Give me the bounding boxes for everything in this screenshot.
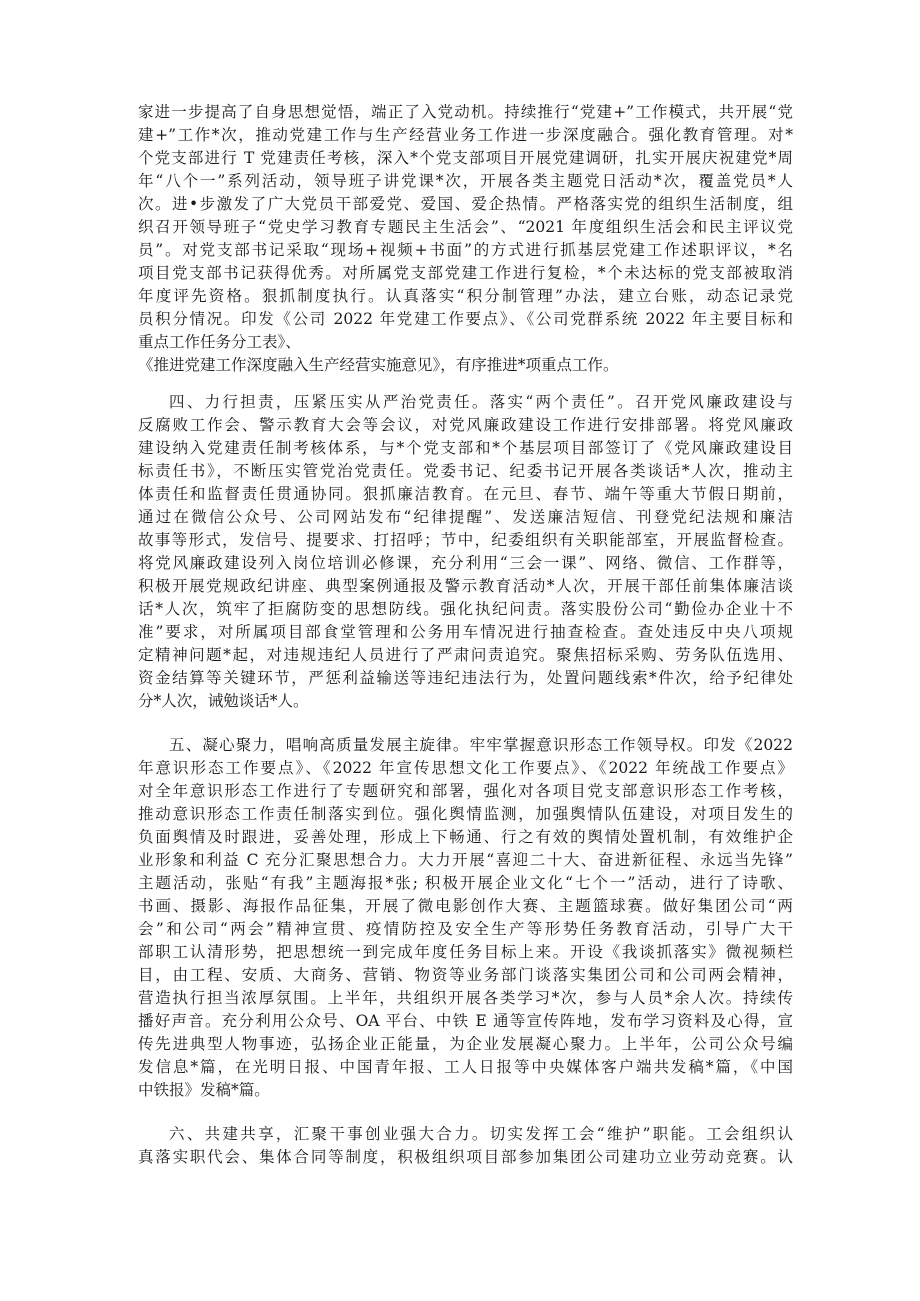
section-heading-line: 四、力行担责，压紧压实从严治党责任。落实“两个责任”。召开党风廉政建设与 xyxy=(169,393,793,411)
text-line: 年意识形态工作要点》、《2022 年宣传思想文化工作要点》、《2022 年统战工作要点》 xyxy=(138,759,793,777)
text-line: 传先进典型人物事迹，弘扬企业正能量，为企业发展凝心聚力。上半年，公司公众号编 xyxy=(138,1035,793,1053)
text-line: 资金结算等关键环节，严惩利益输送等违纪违法行为，处置问题线索*件次，给予纪律处 xyxy=(138,669,793,687)
text-line: 会”和公司“两会”精神宣贯、疫情防控及安全生产等形势任务教育活动，引导广大干 xyxy=(138,920,793,938)
text-line: 业形象和利益 C 充分汇聚思想合力。大力开展“喜迎二十大、奋进新征程、永远当先锋” xyxy=(138,851,793,869)
text-line: 反腐败工作会、警示教育大会等会议，对党风廉政建设工作进行安排部署。将党风廉政 xyxy=(138,416,793,434)
text-line: 营造执行担当浓厚氛围。上半年，共组织开展各类学习*次，参与人员*余人次。持续传 xyxy=(138,989,793,1007)
text-line: 部职工认清形势，把思想统一到完成年度任务目标上来。开设《我谈抓落实》微视频栏 xyxy=(138,943,793,961)
text-line: 织召开领导班子“党史学习教育专题民主生活会”、“2021 年度组织生活会和民主评议党 xyxy=(138,218,793,236)
text-line: 项目党支部书记获得优秀。对所属党支部党建工作进行复检，*个未达标的党支部被取消 xyxy=(138,264,793,282)
paragraph-section-5 xyxy=(138,734,793,1102)
text-line: 准”要求，对所属项目部食堂管理和公务用车情况进行抽查检查。查处违反中央八项规 xyxy=(138,623,793,641)
text-line: 重点工作任务分工表》、 xyxy=(138,333,301,351)
text-line: 体责任和监督责任贯通协同。狠抓廉洁教育。在元旦、春节、端午等重大节假日期前， xyxy=(138,485,793,503)
text-line: 主题活动，张贴“有我”主题海报*张; 积极开展企业文化“七个一”活动，进行了诗歌、 xyxy=(138,874,793,892)
text-line: 分*人次，诫勉谈话*人。 xyxy=(138,692,309,710)
text-line: 通过在微信公众号、公司网站发布“纪律提醒”、发送廉洁短信、刊登党纪法规和廉洁 xyxy=(138,508,793,526)
text-line: 将党风廉政建设列入岗位培训必修课，充分利用“三会一课”、网络、微信、工作群等， xyxy=(138,554,793,572)
text-line: 真落实职代会、集体合同等制度，积极组织项目部参加集团公司建功立业劳动竞赛。认 xyxy=(138,1148,793,1166)
text-line: 推动意识形态工作责任制落实到位。强化舆情监测，加强舆情队伍建设，对项目发生的 xyxy=(138,805,793,823)
section-heading-line: 五、凝心聚力，唱响高质量发展主旋律。牢牢掌握意识形态工作领导权。印发《2022 xyxy=(169,736,793,754)
text-line: 播好声音。充分利用公众号、OA 平台、中铁 E 通等宣传阵地，发布学习资料及心得，宣 xyxy=(138,1012,793,1030)
paragraph-party-building xyxy=(138,101,793,377)
text-line: 话*人次，筑牢了拒腐防变的思想防线。强化执纪问责。落实股份公司“勤俭办企业十不 xyxy=(138,600,793,618)
text-line: 员”。对党支部书记采取“现场+视频+书面”的方式进行抓基层党建工作述职评议，*名 xyxy=(138,241,793,259)
text-line: 发信息*篇，在光明日报、中国青年报、工人日报等中央媒体客户端共发稿*篇，《中国 xyxy=(138,1058,793,1076)
text-line: 定精神问题*起，对违规违纪人员进行了严肃问责追究。聚焦招标采购、劳务队伍选用、 xyxy=(138,646,793,664)
text-line: 积极开展党规政纪讲座、典型案例通报及警示教育活动*人次，开展干部任前集体廉洁谈 xyxy=(138,577,793,595)
text-line: 员积分情况。印发《公司 2022 年党建工作要点》、《公司党群系统 2022 年主要目标和 xyxy=(138,310,793,328)
text-line: 次。进•步激发了广大党员干部爱党、爱国、爱企热情。严格落实党的组织生活制度，组 xyxy=(138,195,793,213)
text-line: 目，由工程、安质、大商务、营销、物资等业务部门谈落实集团公司和公司两会精神， xyxy=(138,966,793,984)
text-line: 书画、摄影、海报作品征集，开展了微电影创作大赛、主题篮球赛。做好集团公司“两 xyxy=(138,897,793,915)
text-line: 建+”工作*次，推动党建工作与生产经营业务工作进一步深度融合。强化教育管理。对* xyxy=(138,126,793,144)
text-line: 个党支部进行 T 党建责任考核，深入*个党支部项目开展党建调研，扎实开展庆祝建党*周 xyxy=(138,149,793,167)
section-heading-line: 六、共建共享，汇聚干事创业强大合力。切实发挥工会“维护”职能。工会组织认 xyxy=(169,1125,793,1143)
text-line: 负面舆情及时跟进，妥善处理，形成上下畅通、行之有效的舆情处置机制，有效维护企 xyxy=(138,828,793,846)
text-line: 建设纳入党建责任制考核体系，与*个党支部和*个基层项目部签订了《党风廉政建设目 xyxy=(138,439,793,457)
text-line: 标责任书》，不断压实管党治党责任。党委书记、纪委书记开展各类谈话*人次，推动主 xyxy=(138,462,793,480)
text-line: 中铁报》发稿*篇。 xyxy=(138,1081,270,1099)
text-line: 故事等形式，发信号、提要求、打招呼；节中，纪委组织有关职能部室，开展监督检查。 xyxy=(138,531,793,549)
paragraph-section-4 xyxy=(138,391,793,713)
text-line: 年度评先资格。狠抓制度执行。认真落实“积分制管理”办法，建立台账，动态记录党 xyxy=(138,287,793,305)
text-line: 《推进党建工作深度融入生产经营实施意见》，有序推进*项重点工作。 xyxy=(138,356,619,374)
text-line: 家进一步提高了自身思想觉悟，端正了入党动机。持续推行“党建+”工作模式，共开展“党 xyxy=(138,103,793,121)
paragraph-section-6 xyxy=(138,1123,793,1169)
text-line: 对全年意识形态工作进行了专题研究和部署，强化对各项目党支部意识形态工作考核， xyxy=(138,782,793,800)
text-line: 年“八个一”系列活动，领导班子讲党课*次，开展各类主题党日活动*次，覆盖党员*人 xyxy=(138,172,793,190)
